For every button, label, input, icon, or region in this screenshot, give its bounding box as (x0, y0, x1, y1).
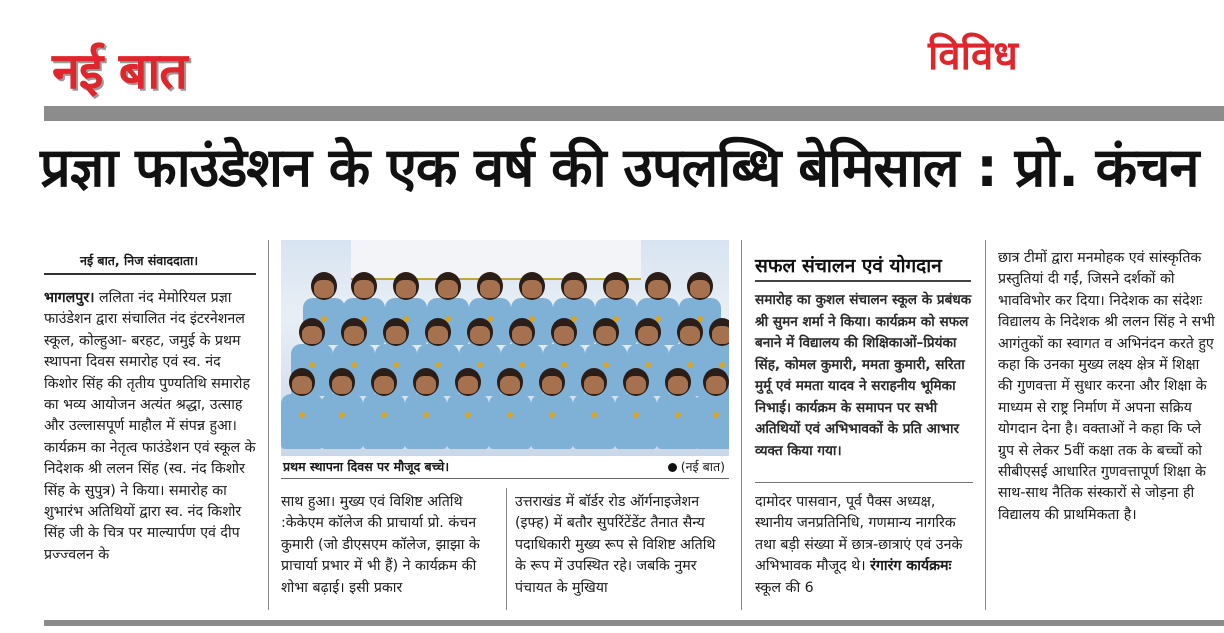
student-face (712, 326, 729, 344)
sidebar-bottom-rule (755, 482, 973, 483)
article-column-5: छात्र टीमों द्वारा मनमोहक एवं सांस्कृतिक प्रस्तुतियां दी गईं, जिसने दर्शकों को भावविभोर कर दिया। निदेशक का संदेशः विद्यालय के निदेशक श्री ललन सिंह ने सभी आगंतुकों का स्वागत व अभिनंदन करते हुए कहा कि उनका मुख्य लक्ष्य क्षेत्र में शिक्षा की गुणवत्ता में सुधार करना और शिक्षा के माध्यम से राष्ट्र निर्माण में अपना सक्रिय योगदान देना है। वक्ताओं ने कहा कि प्ले ग्रुप से लेकर 5वीं कक्षा तक के बच्चों को सीबीएसई आधारित गुणवत्तापूर्ण शिक्षा के साथ-साथ नैतिक संस्कारों से जोड़ना ही विद्यालय की प्राथमिकता है। (998, 250, 1215, 523)
student-figure (281, 394, 323, 449)
student-face (596, 326, 616, 344)
student-face (396, 280, 416, 298)
column-divider (268, 240, 269, 610)
student-face (584, 376, 604, 394)
student-face (522, 280, 542, 298)
student-figure (405, 394, 447, 449)
student-face (606, 280, 626, 298)
footer-band (44, 620, 1224, 626)
medal-icon (507, 412, 513, 418)
medal-icon (719, 362, 725, 368)
student-face (680, 326, 700, 344)
byline-rule (44, 273, 256, 275)
masthead-logo: नई बात (52, 42, 187, 100)
student-face (638, 326, 658, 344)
sidebar-heading: सफल संचालन एवं योगदान (755, 255, 942, 277)
student-face (554, 326, 574, 344)
student-face (542, 376, 562, 394)
medal-icon (549, 412, 555, 418)
medal-icon (687, 362, 693, 368)
article-column-4 (755, 492, 973, 599)
medal-icon (561, 362, 567, 368)
group-photo (281, 240, 729, 456)
medal-icon (633, 412, 639, 418)
student-figure (615, 394, 657, 449)
sidebar-heading-rule (755, 280, 971, 282)
subsection-lead: रंगारंग कार्यक्रमः (870, 558, 952, 575)
medal-icon (603, 362, 609, 368)
column-4-tail: स्कूल की 6 (755, 579, 814, 596)
student-face (648, 280, 668, 298)
medal-icon (299, 412, 305, 418)
student-face (354, 280, 374, 298)
student-face (706, 376, 726, 394)
student-figure (447, 394, 489, 449)
student-face (470, 326, 490, 344)
column-1-body: ललिता नंद मेमोरियल प्रज्ञा फाउंडेशन द्वारा संचालित नंद इंटरनेशनल स्कूल, कोल्हुआ- बरहट, जमुई के प्रथम स्थापना दिवस समारोह एवं स्व. नंद किशोर सिंह की तृतीय पुण्यतिथि समारोह का भव्य आयोजन अत्यंत श्रद्धा, उत्साह और उल्लासपूर्ण माहौल में संपन्न हुआ। कार्यक्रम का नेतृत्व फाउंडेशन एवं स्कूल के निदेशक श्री ललन सिंह (स्व. नंद किशोर सिंह के सुपुत्र) ने किया। समारोह का शुभारंभ अतिथियों द्वारा स्व. नंद किशोर सिंह जी के चित्र पर माल्यार्पण एवं दीप प्रज्ज्वलन के (44, 290, 256, 563)
medal-icon (435, 362, 441, 368)
photo-caption: प्रथम स्थापना दिवस पर मौजूद बच्चे। (283, 459, 450, 474)
medal-icon (381, 412, 387, 418)
student-figure (531, 394, 573, 449)
student-face (626, 376, 646, 394)
column-4-body: दामोदर पासवान, पूर्व पैक्स अध्यक्ष, स्थानीय जनप्रतिनिधि, गणमान्य नागरिक तथा बड़ी संख्या में छात्र-छात्राएं एवं उनके अभिभावक मौजूद थे। (755, 494, 963, 575)
medal-icon (339, 412, 345, 418)
student-face (512, 326, 532, 344)
headline: प्रज्ञा फाउंडेशन के एक वर्ष की उपलब्धि बेमिसाल : प्रो. कंचन (40, 136, 1199, 199)
dateline: भागलपुर। (44, 290, 95, 306)
sidebar-body: समारोह का कुशल संचालन स्कूल के प्रबंधक श्री सुमन शर्मा ने किया। कार्यक्रम को सफल बनाने में विद्यालय की शिक्षिकाओं–प्रियंका सिंह, कोमल कुमारी, ममता कुमारी, सरिता मुर्मू एवं ममता यादव ने सराहनीय भूमिका निभाई। कार्यक्रम के समापन पर सभी अतिथियों एवं अभिभावकों के प्रति आभार व्यक्त किया गया। (755, 292, 972, 459)
column-divider (741, 240, 742, 610)
medal-icon (321, 316, 327, 322)
header-band (44, 106, 1224, 121)
student-face (438, 280, 458, 298)
student-face (344, 326, 364, 344)
student-face (416, 376, 436, 394)
column-divider (985, 240, 986, 610)
medal-icon (713, 412, 719, 418)
student-face (428, 326, 448, 344)
medal-icon (351, 362, 357, 368)
article-column-3: उत्तराखंड में बॉर्डर रोड ऑर्गनाइजेशन (इफ्ह) में बतौर सुपरिंटेंडेंट तैनात सैन्य पदाधिकारी मुख्य रूप से विशिष्ट अतिथि के रूप में उपस्थित रहे। जबकि नुमर पंचायत के मुखिया (515, 494, 716, 596)
medal-icon (519, 362, 525, 368)
section-title: विविध (928, 33, 1018, 79)
student-face (668, 376, 688, 394)
student-face (564, 280, 584, 298)
student-face (314, 280, 334, 298)
bullet-icon (668, 463, 677, 472)
student-face (302, 326, 322, 344)
medal-icon (423, 412, 429, 418)
student-figure (573, 394, 615, 449)
photo-credit-text: (नई बात) (680, 459, 725, 474)
student-face (386, 326, 406, 344)
student-face (332, 376, 352, 394)
photo-caption-bar (281, 456, 729, 479)
student-figure (657, 394, 699, 449)
student-figure (695, 394, 729, 449)
student-figure (489, 394, 531, 449)
medal-icon (465, 412, 471, 418)
medal-icon (675, 412, 681, 418)
student-face (374, 376, 394, 394)
student-face (480, 280, 500, 298)
student-figure (363, 394, 405, 449)
medal-icon (477, 362, 483, 368)
column-divider (506, 488, 507, 610)
byline: नई बात, निज संवाददाता। (80, 253, 199, 268)
student-face (292, 376, 312, 394)
student-face (500, 376, 520, 394)
medal-icon (645, 362, 651, 368)
medal-icon (309, 362, 315, 368)
student-face (690, 280, 710, 298)
article-column-2: साथ हुआ। मुख्य एवं विशिष्ट अतिथि :केकेएम कॉलेज की प्राचार्या प्रो. कंचन कुमारी (जो डीएसएम कॉलेज, झाझा के प्राचार्या प्रभार में भी हैं) ने कार्यक्रम की शोभा बढ़ाई। इसी प्रकार (281, 494, 480, 596)
article-column-1 (44, 288, 258, 566)
photo-credit (668, 456, 725, 478)
medal-icon (591, 412, 597, 418)
student-figure (321, 394, 363, 449)
medal-icon (393, 362, 399, 368)
student-face (458, 376, 478, 394)
